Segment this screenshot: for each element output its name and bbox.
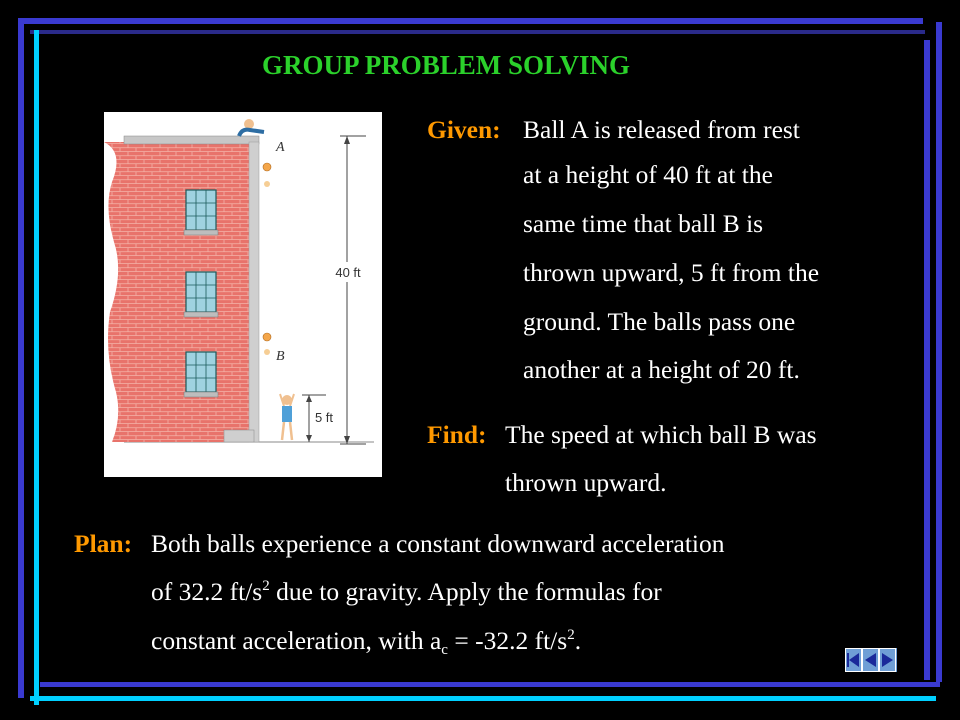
first-slide-icon (847, 652, 860, 668)
plan-line-3-exponent: 2 (567, 627, 575, 643)
plan-label: Plan: (74, 529, 133, 558)
given-line-2: at a height of 40 ft at the (523, 160, 773, 189)
slide-nav (845, 648, 897, 672)
next-slide-icon (881, 652, 894, 668)
frame-left-bar-cyan (34, 30, 39, 705)
given-line-1: Ball A is released from rest (523, 115, 800, 144)
plan-line-2 (151, 579, 662, 605)
figure-label-40ft: 40 ft (335, 265, 361, 280)
plan-line-2-end: due to gravity. Apply the formulas for (269, 577, 662, 606)
slide-title: GROUP PROBLEM SOLVING (262, 50, 631, 80)
find-line-2: thrown upward. (505, 468, 667, 497)
frame-top-bar (20, 18, 923, 24)
previous-slide-button[interactable] (862, 648, 879, 672)
figure-label-5ft: 5 ft (314, 410, 334, 425)
first-slide-button[interactable] (845, 648, 862, 672)
plan-line-3-middle: = -32.2 ft/s (447, 626, 568, 655)
given-line-5: ground. The balls pass one (523, 307, 796, 336)
frame-left-bar (18, 18, 24, 698)
frame-bottom-bar-cyan (30, 696, 936, 701)
plan-line-3-end: . (574, 626, 582, 655)
figure-label-a: A (276, 140, 285, 155)
plan-line-3 (151, 628, 581, 658)
next-slide-button[interactable] (879, 648, 896, 672)
plan-line-1: Both balls experience a constant downward acceleration (151, 529, 725, 558)
given-label: Given: (427, 115, 501, 144)
plan-line-2-start: of 32.2 ft/s (151, 577, 263, 606)
given-line-6: another at a height of 20 ft. (523, 355, 800, 384)
given-line-3: same time that ball B is (523, 209, 764, 238)
plan-line-3-start: constant acceleration, with a (151, 626, 442, 655)
building-figure (104, 112, 382, 477)
find-line-1: The speed at which ball B was (505, 420, 817, 449)
frame-right-bar (936, 22, 942, 682)
given-line-4: thrown upward, 5 ft from the (523, 258, 820, 287)
find-label: Find: (427, 420, 487, 449)
frame-right-bar-inner (924, 40, 930, 680)
frame-bottom-bar (40, 682, 940, 687)
figure-label-b: B (276, 349, 285, 364)
plan-line-2-exponent: 2 (262, 578, 270, 594)
plan-line-3-subscript: c (441, 642, 448, 658)
frame-top-bar-inner (30, 30, 925, 34)
previous-slide-icon (864, 652, 877, 668)
